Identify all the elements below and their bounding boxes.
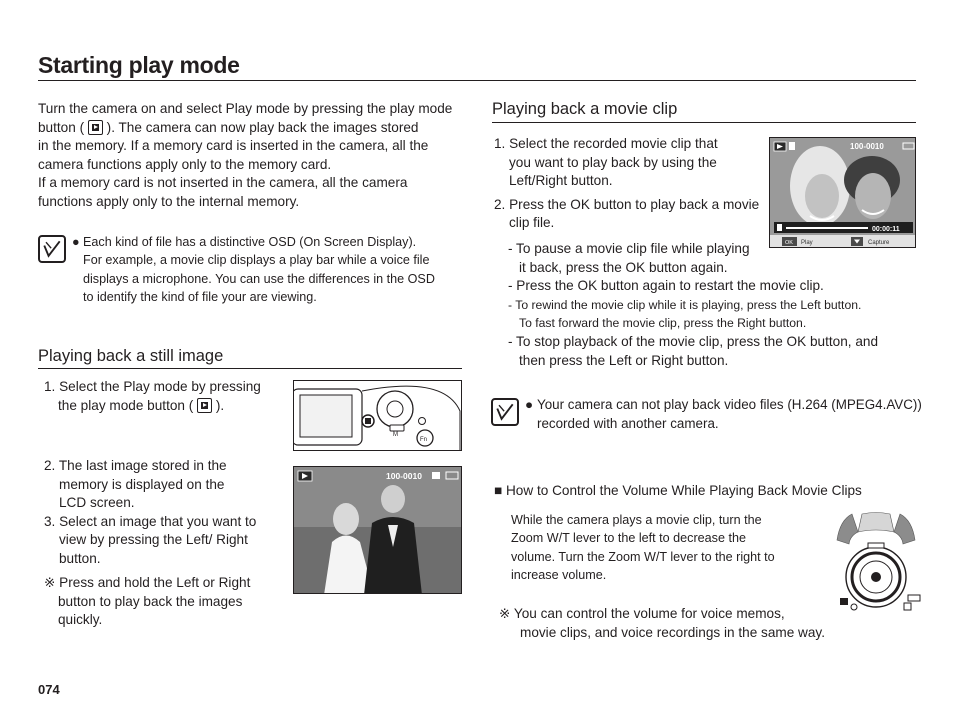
note-bullet: ● [525, 397, 534, 412]
movie-playback-controls: - To pause a movie clip file while playing it back, press the OK button again. - Press the OK button again to restart the movie clip. - To rewind the movie clip while it is playing, press the Left button. To fast forward the movie clip, press the Right button. - To stop playback of the movie clip, press the OK button, and then press the Left or Right button. [508, 241, 879, 368]
zoom-out-icon [851, 604, 857, 610]
still-quick-tip: ※ Press and hold the Left or Right button to play back the images quickly. [44, 575, 251, 628]
note-icon [38, 235, 66, 263]
camera-back-illustration [293, 380, 462, 451]
volume-instructions: While the camera plays a movie clip, turn the Zoom W/T lever to the left to decrease the volume. Turn the Zoom W/T lever to the right to increase volume. [511, 513, 775, 583]
still-steps-2-3: 2. The last image stored in the memory is displayed on the LCD screen. 3. Select an image that you want to view by pressing the Left/ Right button. [44, 458, 257, 566]
still-image-heading: Playing back a still image [38, 347, 224, 365]
ok-key-label: OK [785, 240, 793, 246]
label-fn: Fn [420, 437, 428, 443]
movie-heading-divider [492, 122, 916, 123]
page-title: Starting play mode [38, 52, 240, 78]
zoom-lever-drawing [832, 510, 922, 614]
play-label: Play [801, 240, 813, 246]
page-number: 074 [38, 682, 60, 697]
tele-icon [904, 603, 911, 610]
title-divider [38, 80, 916, 81]
zoom-lever-illustration [832, 510, 922, 614]
play-mode-button-icon [88, 120, 103, 135]
note-bullet: ● [72, 235, 80, 249]
volume-heading: ■ How to Control the Volume While Playing Back Movie Clips [494, 483, 862, 498]
couple-photo-drawing [770, 138, 916, 248]
video-compatibility-note: ● Your camera can not play back video files (H.264 (MPEG4.AVC)) recorded with another camera. [525, 397, 922, 431]
movie-steps: 1. Select the recorded movie clip that you want to play back by using the Left/Right button. 2. Press the OK button to play back a movie clip file. [494, 136, 760, 231]
battery-icon [908, 595, 920, 601]
camera-body-drawing [294, 381, 462, 451]
capture-label: Capture [868, 240, 890, 246]
movie-elapsed-time: 00:00:11 [872, 226, 900, 233]
still-heading-divider [38, 368, 462, 369]
intro-paragraph: Turn the camera on and select Play mode by pressing the play mode button ( ). The camera can now play back the images stored in the memory. If a memory card is inserted in the camera, all the camera functions apply only to the memory card. If a memory card is not inserted in the camera, all the camera functions apply only to the internal memory. [38, 101, 453, 209]
osd-note: ● Each kind of file has a distinctive OSD (On Screen Display). For example, a movie clip displays a play bar while a voice file displays a microphone. You can use the differences in the OSD to identify the kind of file your are viewing. [72, 235, 435, 305]
movie-clip-heading: Playing back a movie clip [492, 100, 678, 118]
play-mode-button-icon [197, 398, 212, 413]
wide-icon [840, 598, 848, 605]
still-file-number: 100-0010 [386, 471, 422, 481]
note-icon [491, 398, 519, 426]
volume-tip: ※ You can control the volume for voice memos, movie clips, and voice recordings in the same way. [499, 606, 825, 640]
movie-file-number: 100-0010 [850, 142, 884, 151]
still-step-1: 1. Select the Play mode by pressing the play mode button ( ). [44, 379, 261, 413]
label-m: M [393, 432, 398, 438]
still-image-lcd-photo [293, 466, 462, 594]
wedding-photo-drawing [294, 467, 462, 594]
movie-clip-lcd-photo [769, 137, 916, 248]
